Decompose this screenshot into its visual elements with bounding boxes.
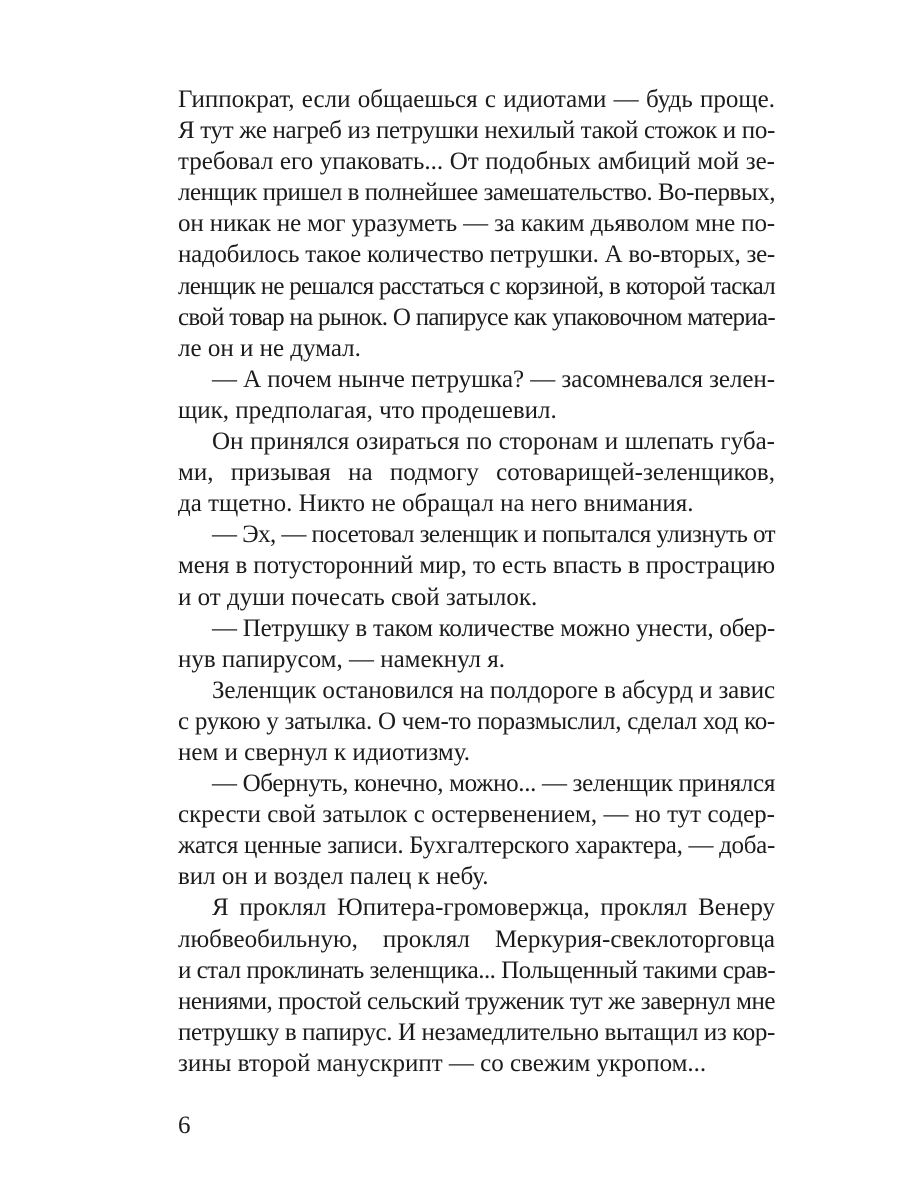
text-line — [178, 799, 775, 830]
text-line-content: щик, предполагая, что продешевил. — [178, 396, 557, 424]
text-line — [178, 675, 775, 706]
text-line-content: ле он и не думал. — [178, 334, 361, 362]
text-line-content: нем и свернул к идиотизму. — [178, 738, 470, 766]
text-line — [178, 271, 775, 302]
text-line — [178, 302, 775, 333]
text-line-content: — А почем нынче петрушка? — засомневался зелен- — [212, 365, 775, 393]
text-line-content: — Эх, — посетовал зеленщик и попытался улизнуть от — [212, 521, 775, 549]
text-line — [178, 582, 775, 613]
text-line — [178, 986, 775, 1017]
text-line-content: да тщетно. Никто не обращал на него внимания. — [178, 490, 694, 518]
text-line — [178, 395, 775, 426]
text-line — [178, 457, 775, 488]
text-line-content: нув папирусом, — намекнул я. — [178, 645, 505, 673]
text-line-content: — Обернуть, конечно, можно... — зеленщик принялся — [212, 770, 775, 798]
text-line — [178, 1017, 775, 1048]
text-line — [178, 613, 775, 644]
text-line-content: ми, призывая на подмогу сотоварищей-зеленщиков, — [178, 459, 775, 487]
text-line — [178, 146, 775, 177]
text-line-content: нениями, простой сельский труженик тут же завернул мне — [178, 987, 775, 1015]
text-line — [178, 208, 775, 239]
body-text — [178, 84, 775, 1079]
text-line — [178, 955, 775, 986]
text-line-content: Он принялся озираться по сторонам и шлепать губа- — [212, 428, 775, 456]
text-line-content: и от души почесать свой затылок. — [178, 583, 538, 611]
text-line — [178, 333, 775, 364]
text-line-content: Гиппократ, если общаешься с идиотами — будь проще. — [178, 86, 775, 113]
text-line-content: зины второй манускрипт — со свежим укропом... — [178, 1049, 707, 1077]
text-line-content: он никак не мог уразуметь — за каким дьяволом мне по- — [178, 210, 775, 238]
text-line — [178, 924, 775, 955]
text-line — [178, 892, 775, 923]
text-line — [178, 426, 775, 457]
text-line-content: и стал проклинать зеленщика... Польщенный такими срав- — [178, 956, 775, 984]
page-number: 6 — [178, 1112, 191, 1139]
text-line — [178, 768, 775, 799]
text-line — [178, 519, 775, 550]
text-line-content: требовал его упаковать... От подобных амбиций мой зе- — [178, 148, 775, 176]
text-line — [178, 1048, 775, 1079]
text-line — [178, 706, 775, 737]
text-line — [178, 239, 775, 270]
text-line — [178, 861, 775, 892]
text-line-content: меня в потусторонний мир, то есть впасть в прострацию — [178, 552, 775, 580]
text-line-content: Я тут же нагреб из петрушки нехилый такой стожок и по- — [178, 117, 775, 145]
text-line-content: любвеобильную, проклял Меркурия-свеклоторговца — [178, 925, 775, 953]
text-line-content: — Петрушку в таком количестве можно унести, обер- — [212, 614, 775, 642]
text-line — [178, 364, 775, 395]
text-line-content: Зеленщик остановился на полдороге в абсурд и завис — [212, 676, 776, 704]
text-line — [178, 737, 775, 768]
text-line-content: жатся ценные записи. Бухгалтерского характера, — доба- — [178, 832, 775, 860]
text-line-content: с рукою у затылка. О чем-то поразмыслил, сделал ход ко- — [178, 707, 775, 735]
text-line-content: ленщик пришел в полнейшее замешательство. Во-первых, — [178, 179, 775, 207]
text-line-content: петрушку в папирус. И незамедлительно вытащил из кор- — [178, 1018, 775, 1046]
text-line — [178, 550, 775, 581]
text-line-content: ленщик не решался расстаться с корзиной, в которой таскал — [178, 272, 775, 300]
text-line-content: скрести свой затылок с остервенением, — но тут содер- — [178, 801, 775, 829]
text-line-content: Я проклял Юпитера-громовержца, проклял Венеру — [212, 894, 775, 922]
text-line — [178, 830, 775, 861]
text-line — [178, 644, 775, 675]
text-line-content: надобилось такое количество петрушки. А во-вторых, зе- — [178, 241, 775, 269]
text-line — [178, 84, 775, 115]
text-line — [178, 115, 775, 146]
text-line-content: вил он и воздел палец к небу. — [178, 863, 489, 891]
text-line — [178, 177, 775, 208]
text-line-content: свой товар на рынок. О папирусе как упаковочном материа- — [178, 303, 775, 331]
text-line — [178, 488, 775, 519]
